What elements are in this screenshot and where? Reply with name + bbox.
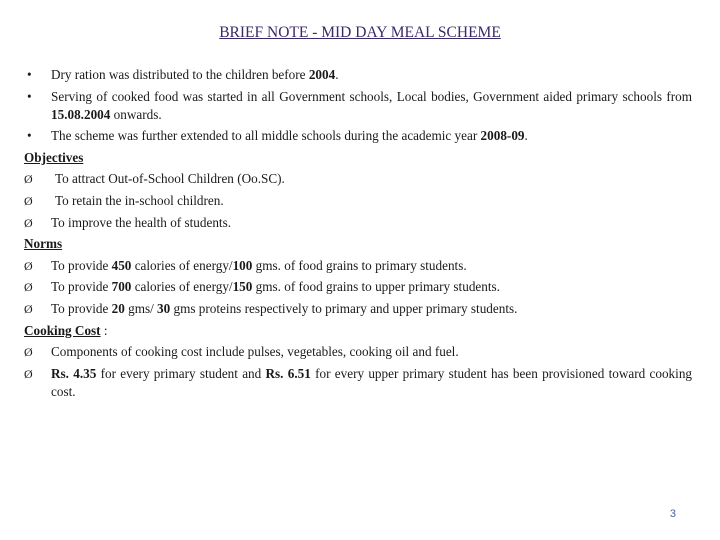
cooking-text: for every primary student and — [96, 365, 266, 381]
cooking-amount: Rs. 6.51 — [265, 365, 311, 381]
norm-text: gms/ — [124, 300, 158, 316]
intro-bullet-2 — [24, 88, 692, 124]
bullet-icon: • — [27, 128, 32, 144]
bullet-icon: • — [27, 88, 32, 104]
page-title: BRIEF NOTE - MID DAY MEAL SCHEME — [219, 24, 501, 41]
norm-text: gms. of food grains to upper primary students. — [252, 279, 500, 295]
norm-text: calories of energy/ — [131, 279, 233, 295]
objectives-title: Objectives — [24, 149, 84, 165]
norm-value: 30 — [157, 300, 171, 316]
objective-text: To improve the health of students. — [51, 214, 232, 230]
norm-value: 100 — [232, 257, 253, 273]
intro-year: 2008-09 — [480, 128, 525, 144]
arrow-bullet-icon: Ø — [24, 215, 33, 230]
cooking-text: for every upper primary student has been provisioned toward cooking cost. — [51, 365, 693, 399]
norm-value: 450 — [111, 257, 132, 273]
intro-text: . — [524, 128, 528, 144]
intro-text: onwards. — [110, 106, 162, 122]
objective-text: To retain the in-school children. — [55, 192, 224, 208]
objective-text: To attract Out-of-School Children (Oo.SC). — [55, 171, 285, 187]
intro-date: 15.08.2004 — [51, 106, 111, 122]
intro-bullet-3 — [24, 127, 692, 145]
intro-year: 2004 — [308, 67, 336, 82]
arrow-bullet-icon: Ø — [24, 172, 33, 187]
norm-text: To provide — [51, 279, 112, 295]
arrow-bullet-icon: Ø — [24, 193, 33, 208]
norms-heading — [24, 235, 692, 253]
cooking-cost-title: Cooking Cost — [24, 322, 101, 338]
cooking-cost-suffix: : — [100, 322, 108, 338]
norm-text: gms. of food grains to primary students. — [252, 257, 467, 273]
intro-bullet-1 — [24, 66, 692, 84]
note-body — [24, 66, 692, 404]
cooking-item — [24, 343, 692, 361]
objective-item — [24, 214, 692, 232]
arrow-bullet-icon: Ø — [24, 280, 33, 295]
norm-value: 20 — [111, 300, 125, 316]
arrow-bullet-icon: Ø — [24, 345, 33, 360]
norm-text: To provide — [51, 300, 112, 316]
intro-text: Serving of cooked food was started in all Government schools, Local bodies, Government aided primary schools from — [51, 88, 692, 104]
norm-text: calories of energy/ — [131, 257, 233, 273]
norm-item — [24, 257, 692, 275]
bullet-icon: • — [27, 67, 32, 82]
arrow-bullet-icon: Ø — [24, 258, 33, 273]
norm-value: 150 — [232, 279, 253, 295]
intro-text: Dry ration was distributed to the children before — [51, 67, 309, 82]
cooking-amount: Rs. 4.35 — [51, 365, 97, 381]
objectives-heading — [24, 149, 692, 167]
arrow-bullet-icon: Ø — [24, 301, 33, 316]
norm-text: gms proteins respectively to primary and upper primary students. — [170, 300, 518, 316]
intro-text: The scheme was further extended to all middle schools during the academic year — [51, 128, 481, 144]
cooking-item — [24, 365, 692, 401]
page-number: 3 — [669, 508, 676, 520]
intro-text: . — [335, 67, 339, 82]
cooking-cost-heading — [24, 322, 692, 340]
arrow-bullet-icon: Ø — [24, 366, 33, 381]
objective-item — [24, 170, 692, 188]
norm-item — [24, 300, 692, 318]
norms-title: Norms — [24, 236, 63, 252]
norm-value: 700 — [111, 279, 132, 295]
cooking-text: Components of cooking cost include pulses, vegetables, cooking oil and fuel. — [51, 344, 459, 360]
norm-item — [24, 278, 692, 296]
norm-text: To provide — [51, 257, 112, 273]
objective-item — [24, 192, 692, 210]
